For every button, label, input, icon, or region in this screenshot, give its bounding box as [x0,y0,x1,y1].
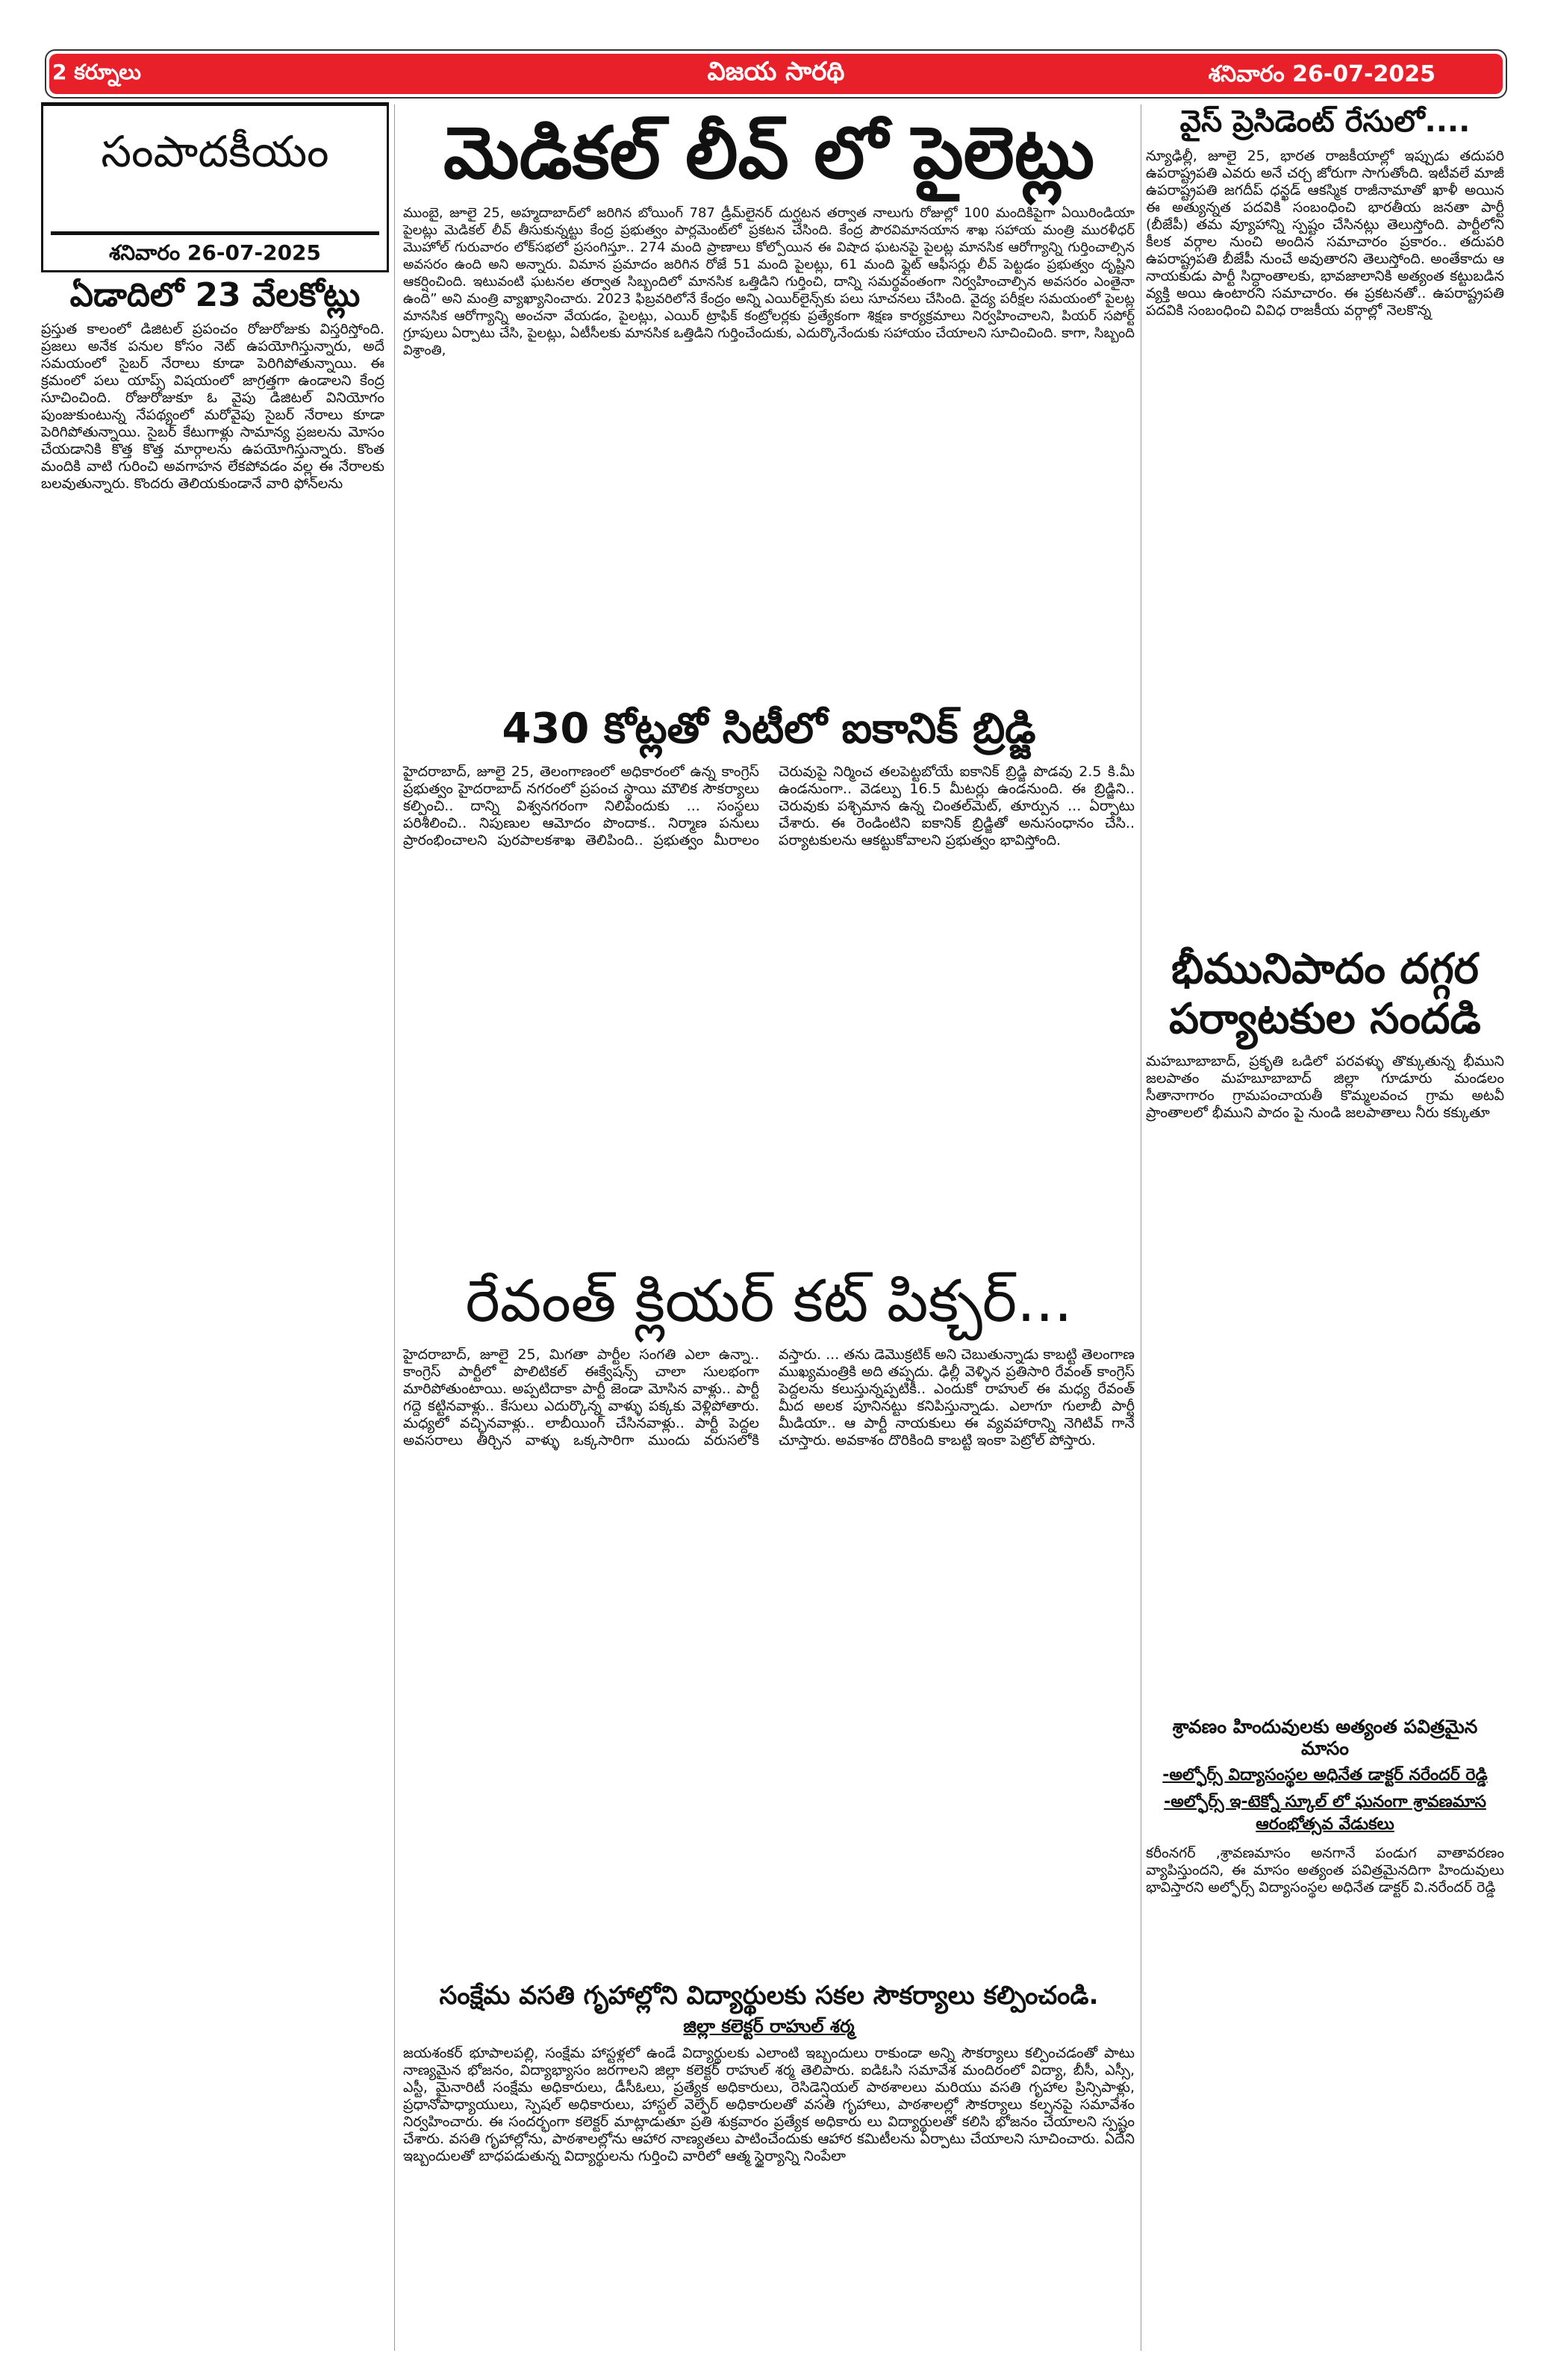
revanth-article [403,1269,1135,1449]
bridge-headline: 430 కోట్లతో సిటీలో ఐకానిక్ బ్రిడ్జి [502,705,1036,753]
bhimuni-headline: భీమునిపాదం దగ్గర పర్యాటకుల సందడి [1169,945,1481,1044]
revanth-article-body: హైదరాబాద్, జూలై 25, మిగతా పార్టీల సంగతి ఎలా ఉన్నా.. కాంగ్రెస్ పార్టీలో పొలిటికల్ ఈక్వేషన్స్ చాలా సులభంగా మారిపోతుంటాయి. అప్పటిదాకా పార్టీ జెండా మోసిన వాళ్లు.. పార్టీ గద్దె కట్టినవాళ్లు.. కేసులు ఎదుర్కొన్న వాళ్ళు పక్కకు వెళ్లిపోతారు. మధ్యలో వచ్చినవాళ్లు.. లాబీయింగ్ చేసినవాళ్లు.. పార్టీ పెద్దల అవసరాలు తీర్చిన వాళ్ళు ఒక్కసారిగా ముందు వరుసలోకి వస్తారు. ... తను డెమొక్రటిక్ అని చెబుతున్నాడు కాబట్టి తెలంగాణ ముఖ్యమంత్రికి అది తప్పదు. ఢిల్లీ వెళ్ళిన ప్రతిసారి రేవంత్ కాంగ్రెస్ పెద్దలను కలుస్తున్నప్పటికీ.. ఎందుకో రాహుల్ ఈ మధ్య రేవంత్ మీద అలక పూనినట్టు కనిపిస్తున్నాడు. ఎలాగూ గులాబీ పార్టీ మీడియా.. ఆ పార్టీ నాయకులు ఈ వ్యవహారాన్ని నెగిటివ్ గానే చూస్తారు. అవకాశం దొరికింది కాబట్టి ఇంకా పెట్రోల్ పోస్తారు. [403,1346,1135,1449]
sravanam-headline: శ్రావణం హిందువులకు అత్యంత పవిత్రమైన మాసం [1172,1716,1478,1759]
main-headline: మెడికల్ లీవ్ లో పైలెట్లు [443,110,1095,195]
column-divider [394,104,395,2351]
editorial-headline: ఏడాదిలో 23 వేలకోట్లు [69,276,361,314]
sravanam-subheading-1: -అల్ఫోర్స్ విద్యాసంస్థల అధినేత డాక్టర్ నరేందర్ రెడ్డి [1162,1765,1488,1784]
main-article [403,112,1135,359]
divider [51,231,379,235]
sravanam-subheading-2: -అల్ఫోర్స్ ఇ-టెక్నో స్కూల్ లో ఘనంగా శ్రావణమాస ఆరంభోత్సవ వేడుకలు [1164,1792,1486,1834]
hostel-headline: సంక్షేమ వసతి గృహాల్లోని విద్యార్థులకు సకల సౌకర్యాలు కల్పించండి. [439,1981,1099,2011]
bhimuni-article-body: మహబూబాబాద్, ప్రకృతి ఒడిలో పరవళ్ళు తొక్కుతున్న భీముని జలపాతం మహబూబాబాద్ జిల్లా గూడూరు మండలం సీతానాగారం గ్రామపంచాయతీ కొమ్మలవంచ గ్రామ అటవీ ప్రాంతాలలో భీముని పాదం పై నుండి జలపాతాలు నీరు కక్కుతూ [1146,1053,1504,1122]
vp-headline: వైస్ ప్రెసిడెంట్ రేసులో.... [1179,104,1471,139]
revanth-headline: రేవంత్ క్లియర్ కట్ పిక్చర్... [465,1268,1073,1335]
hostel-article-body: జయశంకర్ భూపాలపల్లి, సంక్షేమ హాస్టళ్లలో ఉండే విద్యార్థులకు ఎలాంటి ఇబ్బందులు రాకుండా అన్ని సౌకర్యాలు కల్పించడంతో పాటు నాణ్యమైన భోజనం, విద్యాభ్యాసం జరగాలని జిల్లా కలెక్టర్ రాహుల్ శర్మ తెలిపారు. ఐడిఓసి సమావేశ మందిరంలో విద్యా, బీసీ, ఎస్సీ, ఎస్టీ, మైనారిటీ సంక్షేమ అధికారులు, డీసీఓలు, ప్రత్యేక అధికారులు, రెసిడెన్షియల్ పాఠశాలలు మరియు వసతి గృహాల ప్రిన్సిపాళ్లు, ప్రధానోపాధ్యాయులు, స్పెషల్ అధికారులు, హాస్టల్ వెల్ఫేర్ అధికారులతో వసతి గృహాలు, పాఠశాలల్లో సౌకర్యాలు కల్పనపై సమావేశం నిర్వహించారు. ఈ సందర్భంగా కలెక్టర్ మాట్లాడుతూ ప్రతి శుక్రవారం ప్రత్యేక అధికారు లు విద్యార్థులతో కలిసి భోజనం చేయాలని స్పష్టం చేశారు. వసతి గృహాల్లోను, పాఠశాలల్లోను ఆహార నాణ్యతలు పాటించేందుకు ఆహార కమిటీలను ఏర్పాటు చేయాలని సూచించారు. ఏదేని ఇబ్బందులతో బాధపడుతున్న విద్యార్థులను గుర్తించి వారిలో ఆత్మ స్థైర్యాన్ని నింపేలా [403,2045,1135,2165]
editorial-date: శనివారం 26-07-2025 [108,240,322,265]
bridge-article-body: హైదరాబాద్, జూలై 25, తెలంగాణంలో అధికారంలో ఉన్న కాంగ్రెస్ ప్రభుత్వం హైదరాబాద్ నగరంలో ప్రపంచ స్థాయి మౌలిక సౌకర్యాలు కల్పించి.. దాన్ని విశ్వనగరంగా నిలిపేందుకు ... సంస్థలు పరిశీలించి.. నిపుణుల ఆమోదం పొందాక.. నిర్మాణ పనులు ప్రారంభించాలని పురపాలకశాఖ తెలిపింది.. ప్రభుత్వం మీరాలం చెరువుపై నిర్మించ తలపెట్టబోయే ఐకానిక్ బ్రిడ్జి పొడవు 2.5 కి.మీ ఉండనుంగా.. వెడల్పు 16.5 మీటర్లు ఉండనుంది. ఈ బ్రిడ్జిని.. చెరువుకు పశ్చిమాన ఉన్న చింతల్‌మెట్, తూర్పున ... ఏర్పాటు చేశారు. ఈ రెండింటిని ఐకానిక్ బ్రిడ్జితో అనుసంధానం చేసి.. పర్యాటకులను ఆకట్టుకోవాలని ప్రభుత్వం భావిస్తోంది. [403,763,1135,849]
main-article-body: ముంబై, జూలై 25, అహ్మదాబాద్‌లో జరిగిన బోయింగ్ 787 డ్రీమ్‌లైనర్ దుర్ఘటన తర్వాత నాలుగు రోజుల్లో 100 మందికిపైగా ఏయిరిండియా పైలట్లు మెడికల్ లీవ్ తీసుకున్నట్టు కేంద్ర ప్రభుత్వం పార్లమెంట్‌లో ప్రకటన చేసింది. కేంద్ర పౌరవిమానయాన శాఖ సహాయ మంత్రి మురళీధర్ మొహోల్ గురువారం లోక్‌సభలో ప్రసంగిస్తూ.. 274 మంది ప్రాణాలు కోల్పోయిన ఈ విషాద ఘటనపై పైలట్ల మానసిక ఆరోగ్యాన్ని గుర్తించాల్సిన అవసరం ఉంది అని అన్నారు. విమాన ప్రమాదం జరిగిన రోజే 51 మంది పైలట్లు, 61 మంది ఫ్లైట్ ఆఫీసర్లు లీవ్ పెట్టడం ప్రభుత్వం దృష్టిని ఆకర్షించింది. ఇటువంటి ఘటనల తర్వాత సిబ్బందిలో మానసిక ఒత్తిడిని గుర్తించి, దాన్ని సమర్థవంతంగా నిర్వహించాల్సిన అవసరం ఎంతైనా ఉంది” అని మంత్రి వ్యాఖ్యానించారు. 2023 ఫిబ్రవరిలోనే కేంద్రం అన్ని ఎయిర్‌లైన్స్‌కు పలు సూచనలు చేసింది. వైద్య పరీక్షల సమయంలో పైలట్ల మానసిక ఆరోగ్యాన్ని అంచనా వేయడం, పైలట్లు, ఎయిర్ ట్రాఫిక్ కంట్రోలర్లకు ప్రత్యేకంగా శిక్షణ కార్యక్రమాలు నిర్వహించాలని, పియర్ సపోర్ట్ గ్రూపులు ఏర్పాటు చేసి, పైలట్లు, ఏటీసీలకు మానసిక ఒత్తిడిని గుర్తించేందుకు, ఎదుర్కొనేందుకు సహాయం చేయాలని సూచించింది. కాగా, సిబ్బంది విశ్రాంతి, [403,205,1135,359]
page-label: 2 కర్నూలు [52,60,141,84]
masthead [45,49,1507,99]
vp-article [1146,104,1504,319]
sravanam-article [1146,1717,1504,1896]
masthead-date: శనివారం 26-07-2025 [1208,61,1436,87]
vp-article-body: న్యూఢిల్లీ, జూలై 25, భారత రాజకీయాల్లో ఇప్పుడు తదుపరి ఉపరాష్ట్రపతి ఎవరు అనే చర్చ జోరుగా సాగుతోంది. ఇటీవలే మాజీ ఉపరాష్ట్రపతి జగదీప్ ధన్ఖడ్ ఆకస్మిక రాజీనామాతో ఖాళీ అయిన ఈ అత్యున్నత పదవికి సంబంధించి భారతీయ జనతా పార్టీ (బీజేపీ) తమ వ్యూహాన్ని స్పష్టం చేసినట్లు తెలుస్తోంది. పార్టీలోని కీలక వర్గాల నుంచి అందిన సమాచారం ప్రకారం.. తదుపరి ఉపరాష్ట్రపతి బీజేపీ నుంచే అవుతారని తెలుస్తోంది. అంతేకాదు ఆ నాయకుడు పార్టీ సిద్ధాంతాలకు, భావజాలానికి అత్యంత కట్టుబడిన వ్యక్తి అయి ఉంటారని సమాచారం. ఈ ప్రకటనతో.. ఉపరాష్ట్రపతి పదవికి సంబంధించి వివిధ రాజకీయ వర్గాల్లో నెలకొన్న [1146,148,1504,319]
editorial-body: ప్రస్తుత కాలంలో డిజిటల్ ప్రపంచం రోజురోజుకు విస్తరిస్తోంది. ప్రజలు అనేక పనుల కోసం నెట్ ఉపయోగిస్తున్నారు, అదే సమయంలో సైబర్ నేరాలు కూడా పెరిగిపోతున్నాయి. ఈ క్రమంలో పలు యాప్స్ విషయంలో జాగ్రత్తగా ఉండాలని కేంద్ర సూచించింది. రోజురోజుకూ ఓ వైపు డిజిటల్ వినియోగం పుంజుకుంటున్న నేపథ్యంలో మరోవైపు సైబర్ నేరాలు కూడా పెరిగిపోతున్నాయి. సైబర్ కేటుగాళ్లు సామాన్య ప్రజలను మోసం చేయడానికి కొత్త కొత్త మార్గాలను ఉపయోగిస్తున్నారు. కొంత మందికి వాటి గురించి అవగాహన లేకపోవడం వల్ల ఈ నేరాలకు బలవుతున్నారు. కొందరు తెలియకుండానే వారి ఫోన్‌లను [41,320,384,492]
bhimuni-article [1146,944,1504,1122]
editorial-column [41,102,389,493]
paper-name: విజయ సారథి [707,57,845,87]
sravanam-article-body: కరీంనగర్ ,శ్రావణమాసం అనగానే పండుగ వాతావరణం వ్యాపిస్తుందని, ఈ మాసం అత్యంత పవిత్రమైనదిగా హిందువులు భావిస్తారని అల్ఫోర్స్ విద్యాసంస్థల అధినేత డాక్టర్ వి.నరేందర్ రెడ్డి [1146,1844,1504,1896]
editorial-box [41,102,389,272]
editorial-title: సంపాదకీయం [101,126,329,177]
masthead-band [49,54,1503,94]
hostel-article [403,1981,1135,2165]
hostel-byline: జిల్లా కలెక్టర్ రాహుల్ శర్మ [683,2016,855,2037]
bridge-article [403,705,1135,849]
